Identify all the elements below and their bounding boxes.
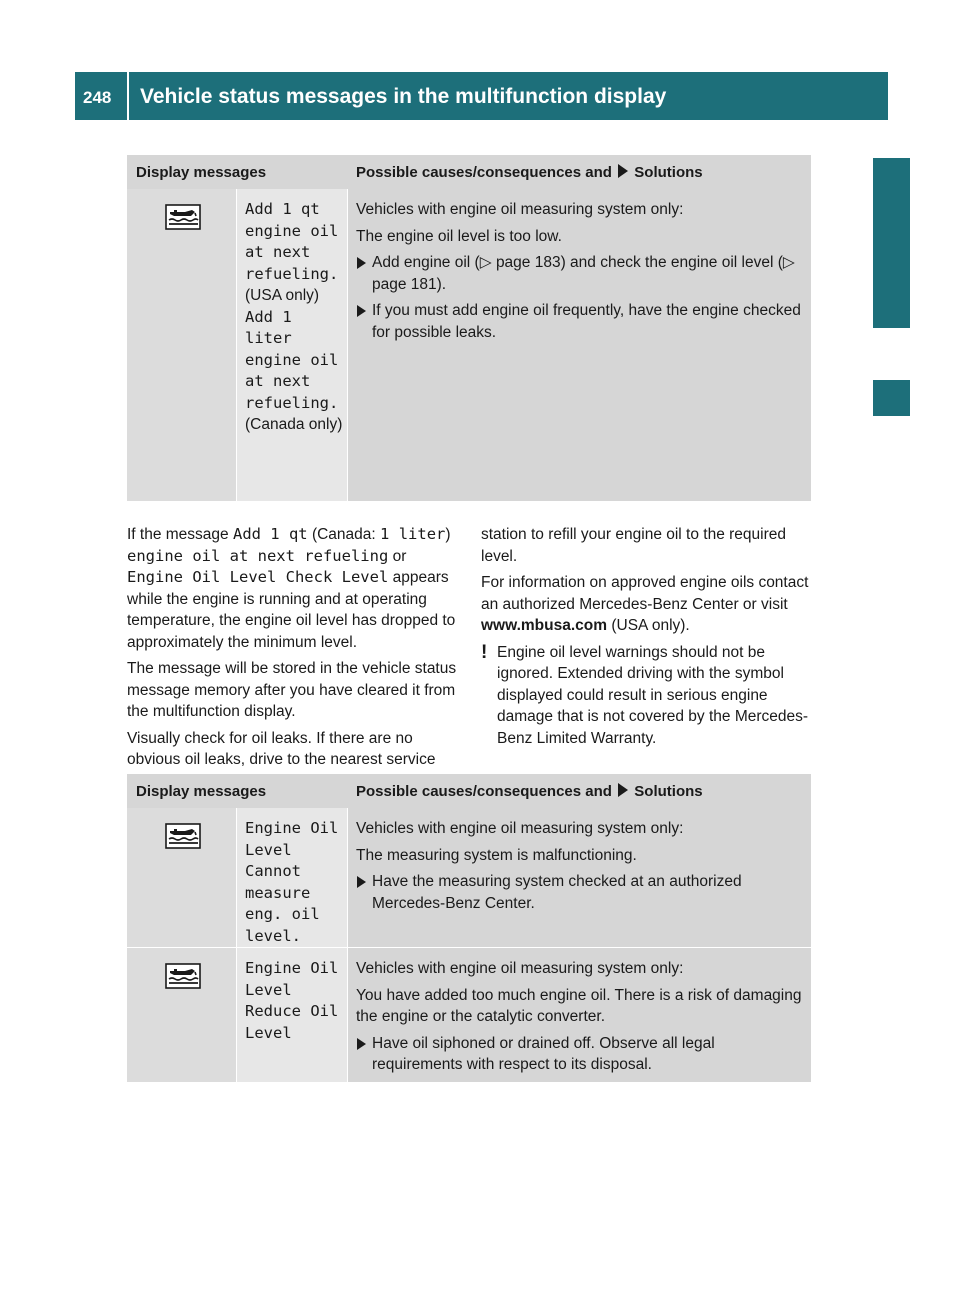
condition-text: Vehicles with engine oil measuring system only: [356,960,684,977]
message-text: Engine Oil Level Cannot measure eng. oil level. [245,819,339,945]
solution-cell [348,948,811,1082]
col-solutions-label: Possible causes/consequences and [356,164,612,181]
col-solutions [348,155,811,189]
solution-step: Add engine oil (▷ page 183) and check the engine oil level (▷ page 181). [356,252,805,295]
warning-icon: ! [481,641,488,663]
text-fragment: or [388,547,407,565]
text-fragment: ) [445,526,451,543]
display-messages-table-1 [127,155,811,501]
page-number: 248 [75,72,127,120]
message-cell [237,948,348,1082]
table-row [127,189,811,501]
text-fragment: (Canada: [307,526,381,543]
text-fragment: (USA only). [607,617,690,634]
side-tab-block [873,158,910,328]
solution-step: Have the measuring system checked at an authorized Mercedes-Benz Center. [356,871,805,914]
oil-can-level-icon [165,963,201,989]
paragraph-leaks-continued: station to refill your engine oil to the required level. [481,526,787,565]
arrow-right-icon [618,783,628,797]
warning-note [481,642,815,750]
body-left-column [127,524,463,776]
body-right-column [481,524,815,749]
website-link[interactable]: www.mbusa.com [481,617,608,634]
paragraph-message-intro [127,524,463,653]
icon-cell [127,808,237,947]
message-text: Engine Oil Level Reduce Oil Level [245,959,339,1042]
page-title: Vehicle status messages in the multifunction display [129,72,888,120]
oil-can-level-icon [165,823,201,849]
table-header [127,774,811,808]
warning-text: Engine oil level warnings should not be ignored. Extended driving with the symbol displayed could result in serious engine damage that is not covered by the Mercedes-Benz Limited Warranty. [497,643,809,747]
paragraph-leaks: Visually check for oil leaks. If there are no obvious oil leaks, drive to the nearest service [127,729,436,768]
cause-text: The engine oil level is too low. [356,227,562,245]
oil-can-level-icon [165,204,201,230]
display-message-code: Engine Oil Level Check Level [127,568,389,586]
solution-step: If you must add engine oil frequently, have the engine checked for possible leaks. [356,300,805,343]
paragraph-memory: The message will be stored in the vehicle status message memory after you have cleared it from the multifunction display. [127,660,457,720]
icon-cell [127,948,237,1082]
display-message-code: 1 liter [380,525,446,543]
message-text-canada: Add 1 liter engine oil at next refueling. [245,307,339,412]
message-note-usa: (USA only) [245,287,320,304]
text-fragment: appears while the engine is running and at operating temperature, the engine oil level has dropped to approximately the minimum level. [127,569,456,651]
arrow-right-icon [618,164,628,178]
display-message-code: engine oil at next refueling [127,546,389,565]
col-display-messages: Display messages [136,783,267,800]
col-solutions-label-end: Solutions [634,164,703,181]
message-text-usa: Add 1 qt engine oil at next refueling. [245,200,339,283]
solution-cell [348,808,811,947]
text-fragment: If the message [127,526,233,543]
table-row [127,808,811,948]
icon-cell [127,189,237,501]
condition-text: Vehicles with engine oil measuring system only: [356,820,684,837]
col-solutions-label-end: Solutions [634,783,703,800]
display-message-code: Add 1 qt [232,525,308,543]
paragraph-approved-oils [481,572,815,637]
cause-text: You have added too much engine oil. There is a risk of damaging the engine or the catalytic converter. [356,986,802,1025]
col-display-messages: Display messages [136,164,267,181]
solution-cell [348,189,811,501]
cause-text: The measuring system is malfunctioning. [356,846,637,864]
table-row [127,948,811,1082]
message-cell [237,189,348,501]
message-cell [237,808,348,947]
text-fragment: For information on approved engine oils contact an authorized Mercedes-Benz Center or visit [481,574,809,613]
solution-step: Have oil siphoned or drained off. Observe all legal requirements with respect to its disposal. [356,1033,805,1076]
col-solutions-label: Possible causes/consequences and [356,783,612,800]
table-header [127,155,811,189]
message-note-canada: (Canada only) [245,416,343,433]
condition-text: Vehicles with engine oil measuring system only: [356,201,684,218]
col-solutions [348,774,811,808]
display-messages-table-2 [127,774,811,1082]
side-tab-marker [873,380,910,416]
